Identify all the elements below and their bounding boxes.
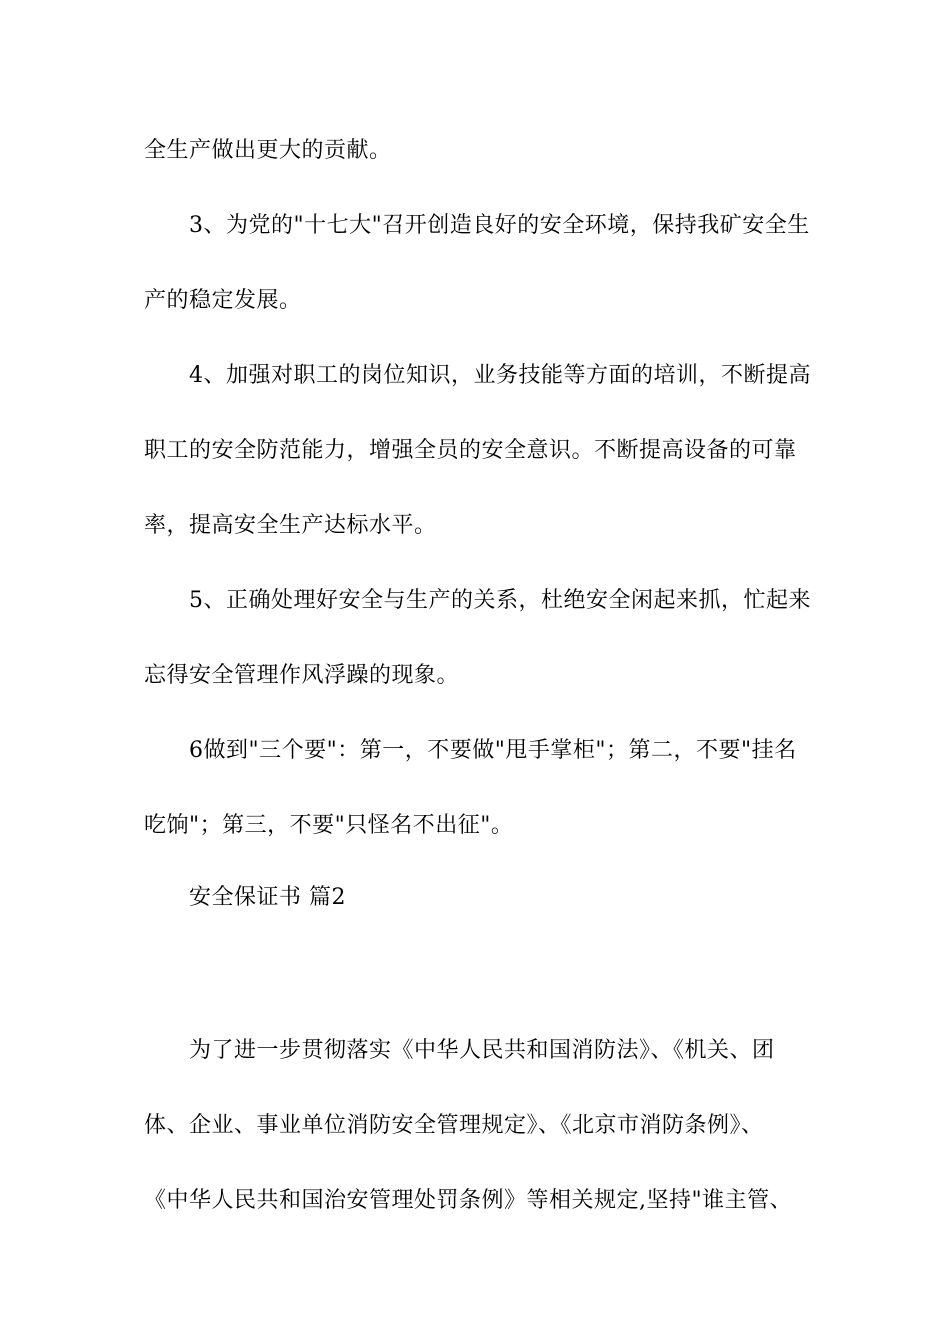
paragraph-line: 产的稳定发展。 xyxy=(144,288,302,313)
paragraph-line: 为了进一步贯彻落实《中华人民共和国消防法》、《机关、团 xyxy=(189,1038,775,1063)
paragraph-line: 率，提高安全生产达标水平。 xyxy=(144,513,437,538)
paragraph-line: 全生产做出更大的贡献。 xyxy=(144,138,392,163)
paragraph-line: 6做到"三个要"：第一，不要做"甩手掌柜"；第二，不要"挂名 xyxy=(189,738,797,763)
paragraph-line: 4、加强对职工的岗位知识，业务技能等方面的培训，不断提高 xyxy=(189,363,811,388)
paragraph-line: 3、为党的"十七大"召开创造良好的安全环境，保持我矿安全生 xyxy=(189,213,810,238)
paragraph-line: 《中华人民共和国治安管理处罚条例》等相关规定,坚持"谁主管、 xyxy=(144,1188,793,1213)
paragraph-line: 吃饷"；第三，不要"只怪名不出征"。 xyxy=(144,813,514,838)
paragraph-line: 5、正确处理好安全与生产的关系，杜绝安全闲起来抓，忙起来 xyxy=(189,588,811,613)
paragraph-line: 忘得安全管理作风浮躁的现象。 xyxy=(144,663,460,688)
paragraph-line: 体、企业、事业单位消防安全管理规定》、《北京市消防条例》、 xyxy=(144,1113,764,1138)
paragraph-line: 职工的安全防范能力，增强全员的安全意识。不断提高设备的可靠 xyxy=(144,438,797,463)
section-heading: 安全保证书 篇2 xyxy=(189,885,346,910)
